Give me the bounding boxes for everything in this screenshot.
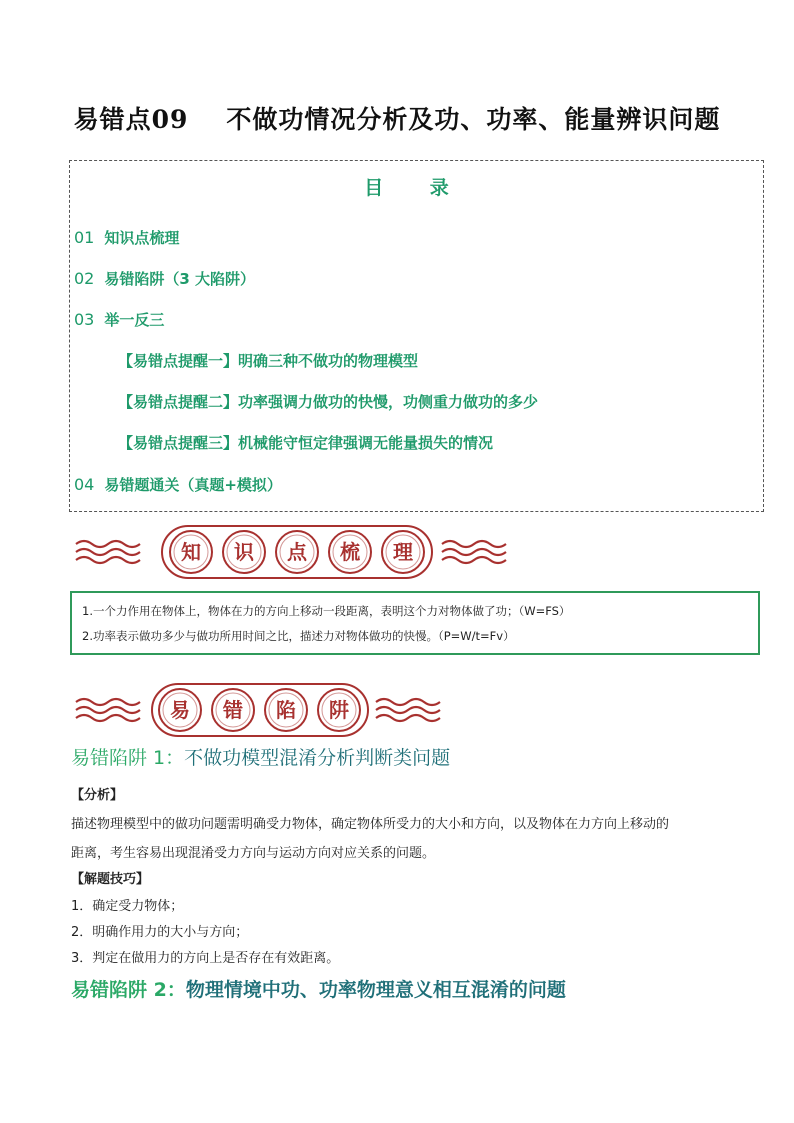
banner-char: 点 [287, 540, 307, 564]
wave-ornament-right-icon [376, 699, 440, 721]
tip-item-1: 1．确定受力物体； [71, 899, 184, 914]
toc-item-number: 03 [74, 310, 95, 329]
trap-2-prefix: 易错陷阱 2： [71, 979, 186, 1001]
banner-char: 识 [234, 540, 254, 564]
toc-subitem-reminder-2[interactable] [118, 391, 538, 412]
toc-subitem-reminder-1[interactable] [118, 350, 418, 371]
toc-item-label: 【易错点提醒三】机械能守恒定律强调无能量损失的情况 [118, 434, 494, 452]
trap-1-heading: 不做功模型混淆分析判断类问题 [184, 747, 451, 769]
toc-item-03[interactable] [74, 309, 164, 330]
tip-item-3: 3．判定在做用力的方向上是否存在有效距离。 [71, 951, 340, 966]
trap-2-title [71, 975, 566, 1002]
toc-subitem-reminder-3[interactable] [118, 432, 493, 453]
toc-item-number: 01 [74, 228, 95, 247]
toc-item-label: 举一反三 [104, 311, 165, 329]
knowledge-line-2: 2.功率表示做功多少与做功所用时间之比，描述力对物体做功的快慢。（P=W/t=Fv） [82, 629, 515, 643]
banner-char: 错 [223, 698, 243, 722]
analysis-line-1: 描述物理模型中的做功问题需明确受力物体，确定物体所受力的大小和方向，以及物体在力方向上移动的 [71, 817, 670, 832]
toc-item-number: 02 [74, 269, 95, 288]
tips-label: 【解题技巧】 [71, 872, 150, 887]
section-banner-knowledge [70, 522, 530, 582]
analysis-label: 【分析】 [71, 788, 124, 803]
trap-1-prefix: 易错陷阱 1： [71, 747, 185, 769]
banner-char: 陷 [276, 698, 296, 722]
toc-item-label: 易错陷阱（3 大陷阱） [104, 270, 256, 288]
toc-item-01[interactable] [74, 227, 179, 248]
tip-item-2: 2．明确作用力的大小与方向； [71, 925, 249, 940]
banner-char: 梳 [340, 540, 360, 564]
knowledge-box [70, 591, 760, 655]
banner-char: 理 [393, 540, 413, 564]
banner-traps-graphic [70, 680, 530, 740]
wave-ornament-left-icon [76, 699, 140, 721]
title-code: 易错点09 [73, 105, 189, 134]
toc-item-number: 04 [74, 475, 95, 494]
trap-2-heading: 物理情境中功、功率物理意义相互混淆的问题 [185, 979, 566, 1001]
toc-heading: 目 录 [364, 177, 469, 199]
knowledge-line-1: 1.一个力作用在物体上，物体在力的方向上移动一段距离，表明这个力对物体做了功；（W=FS） [82, 604, 571, 618]
toc-item-label: 【易错点提醒二】功率强调力做功的快慢，功侧重力做功的多少 [118, 393, 539, 411]
banner-knowledge-graphic [70, 522, 530, 582]
toc-item-label: 【易错点提醒一】明确三种不做功的物理模型 [118, 352, 419, 370]
banner-char: 易 [170, 698, 190, 722]
trap-1-title [71, 743, 450, 770]
banner-char: 阱 [329, 698, 349, 722]
section-banner-traps [70, 680, 530, 740]
wave-ornament-left-icon [76, 541, 140, 563]
banner-char: 知 [181, 540, 201, 564]
toc-item-label: 易错题通关（真题+模拟） [104, 476, 282, 494]
toc-item-04[interactable] [74, 474, 282, 495]
table-of-contents [69, 160, 764, 512]
toc-item-02[interactable] [74, 268, 255, 289]
wave-ornament-right-icon [442, 541, 506, 563]
toc-item-label: 知识点梳理 [104, 229, 180, 247]
page-title [0, 100, 794, 136]
title-text: 不做功情况分析及功、功率、能量辨识问题 [226, 105, 721, 134]
analysis-line-2: 距离，考生容易出现混淆受力方向与运动方向对应关系的问题。 [71, 846, 436, 861]
